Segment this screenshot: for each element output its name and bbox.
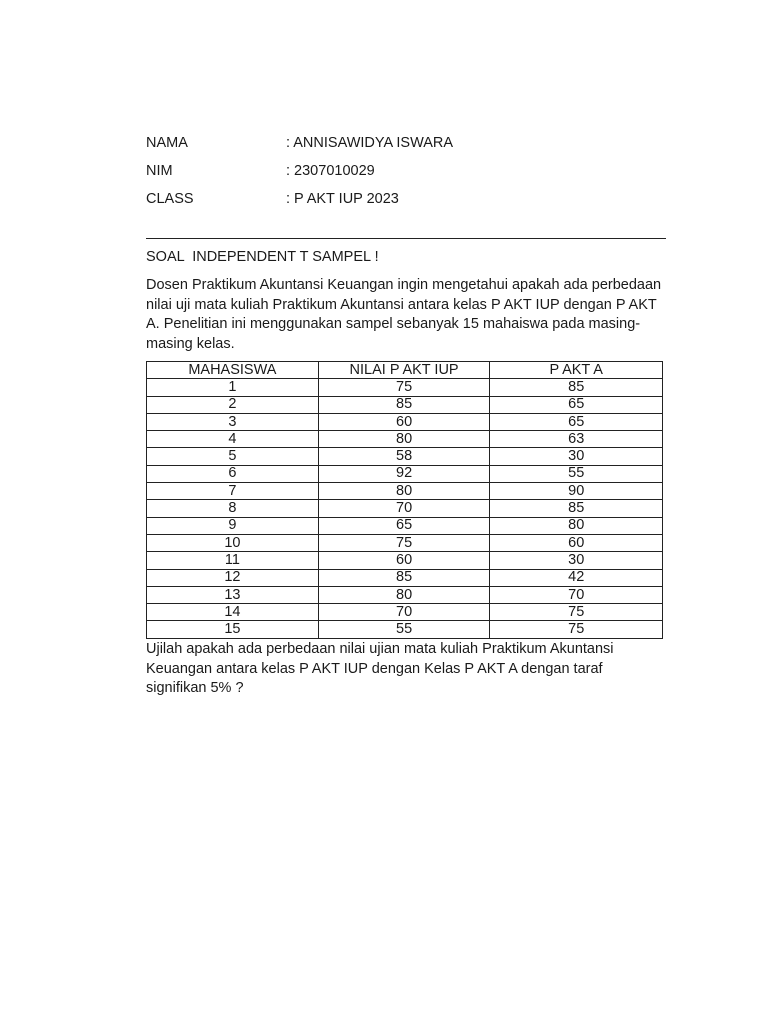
cell-p-akt-a: 90 xyxy=(490,483,663,500)
cell-mahasiswa: 10 xyxy=(147,534,319,551)
question-intro: Dosen Praktikum Akuntansi Keuangan ingin mengetahui apakah ada perbedaan nilai uji mata kuliah Praktikum Akuntansi antara kelas P AKT IUP dengan P AKT A. Penelitian ini menggunakan sampel sebanyak 15 mahaiswa pada masing-masing kelas. xyxy=(146,277,662,352)
question-heading: SOAL INDEPENDENT T SAMPEL ! xyxy=(146,249,379,265)
cell-mahasiswa: 9 xyxy=(147,517,319,534)
cell-nilai-p-akt-iup: 85 xyxy=(318,569,490,586)
nim-label: NIM xyxy=(146,163,173,179)
table-row xyxy=(147,431,663,448)
cell-mahasiswa: 15 xyxy=(147,621,319,638)
header-nilai-p-akt-iup: NILAI P AKT IUP xyxy=(318,362,490,379)
cell-nilai-p-akt-iup: 60 xyxy=(318,413,490,430)
name-label: NAMA xyxy=(146,135,188,151)
cell-p-akt-a: 75 xyxy=(490,604,663,621)
cell-p-akt-a: 75 xyxy=(490,621,663,638)
cell-p-akt-a: 65 xyxy=(490,413,663,430)
table-row xyxy=(147,500,663,517)
table-row xyxy=(147,621,663,638)
cell-nilai-p-akt-iup: 55 xyxy=(318,621,490,638)
table-row xyxy=(147,483,663,500)
cell-nilai-p-akt-iup: 60 xyxy=(318,552,490,569)
cell-nilai-p-akt-iup: 80 xyxy=(318,483,490,500)
cell-p-akt-a: 65 xyxy=(490,396,663,413)
table-row xyxy=(147,379,663,396)
cell-nilai-p-akt-iup: 85 xyxy=(318,396,490,413)
table-row xyxy=(147,396,663,413)
class-label: CLASS xyxy=(146,191,194,207)
table-row xyxy=(147,534,663,551)
cell-nilai-p-akt-iup: 58 xyxy=(318,448,490,465)
cell-mahasiswa: 6 xyxy=(147,465,319,482)
cell-mahasiswa: 14 xyxy=(147,604,319,621)
header-p-akt-a: P AKT A xyxy=(490,362,663,379)
cell-nilai-p-akt-iup: 70 xyxy=(318,604,490,621)
table-row xyxy=(147,604,663,621)
cell-nilai-p-akt-iup: 65 xyxy=(318,517,490,534)
cell-p-akt-a: 80 xyxy=(490,517,663,534)
cell-p-akt-a: 63 xyxy=(490,431,663,448)
nim-value: : 2307010029 xyxy=(286,163,375,179)
cell-nilai-p-akt-iup: 80 xyxy=(318,431,490,448)
header-mahasiswa: MAHASISWA xyxy=(147,362,319,379)
name-value: : ANNISAWIDYA ISWARA xyxy=(286,135,454,151)
cell-p-akt-a: 85 xyxy=(490,500,663,517)
cell-mahasiswa: 12 xyxy=(147,569,319,586)
table-row xyxy=(147,517,663,534)
cell-p-akt-a: 60 xyxy=(490,534,663,551)
cell-mahasiswa: 5 xyxy=(147,448,319,465)
scores-table xyxy=(146,361,663,639)
divider-line xyxy=(146,238,666,239)
cell-nilai-p-akt-iup: 92 xyxy=(318,465,490,482)
cell-nilai-p-akt-iup: 75 xyxy=(318,534,490,551)
cell-mahasiswa: 7 xyxy=(147,483,319,500)
cell-p-akt-a: 30 xyxy=(490,552,663,569)
cell-nilai-p-akt-iup: 70 xyxy=(318,500,490,517)
cell-mahasiswa: 4 xyxy=(147,431,319,448)
cell-p-akt-a: 85 xyxy=(490,379,663,396)
table-body xyxy=(147,379,663,638)
table-row xyxy=(147,569,663,586)
table-row xyxy=(147,586,663,603)
cell-mahasiswa: 8 xyxy=(147,500,319,517)
cell-p-akt-a: 42 xyxy=(490,569,663,586)
class-value: : P AKT IUP 2023 xyxy=(286,191,399,207)
cell-nilai-p-akt-iup: 75 xyxy=(318,379,490,396)
cell-p-akt-a: 30 xyxy=(490,448,663,465)
table-row xyxy=(147,465,663,482)
cell-mahasiswa: 2 xyxy=(147,396,319,413)
cell-p-akt-a: 55 xyxy=(490,465,663,482)
question-outro: Ujilah apakah ada perbedaan nilai ujian mata kuliah Praktikum Akuntansi Keuangan antara kelas P AKT IUP dengan Kelas P AKT A dengan taraf signifikan 5% ? xyxy=(146,641,614,696)
cell-mahasiswa: 11 xyxy=(147,552,319,569)
cell-p-akt-a: 70 xyxy=(490,586,663,603)
cell-mahasiswa: 3 xyxy=(147,413,319,430)
cell-nilai-p-akt-iup: 80 xyxy=(318,586,490,603)
table-row xyxy=(147,413,663,430)
table-row xyxy=(147,448,663,465)
cell-mahasiswa: 13 xyxy=(147,586,319,603)
cell-mahasiswa: 1 xyxy=(147,379,319,396)
table-header-row xyxy=(147,362,663,379)
table-row xyxy=(147,552,663,569)
